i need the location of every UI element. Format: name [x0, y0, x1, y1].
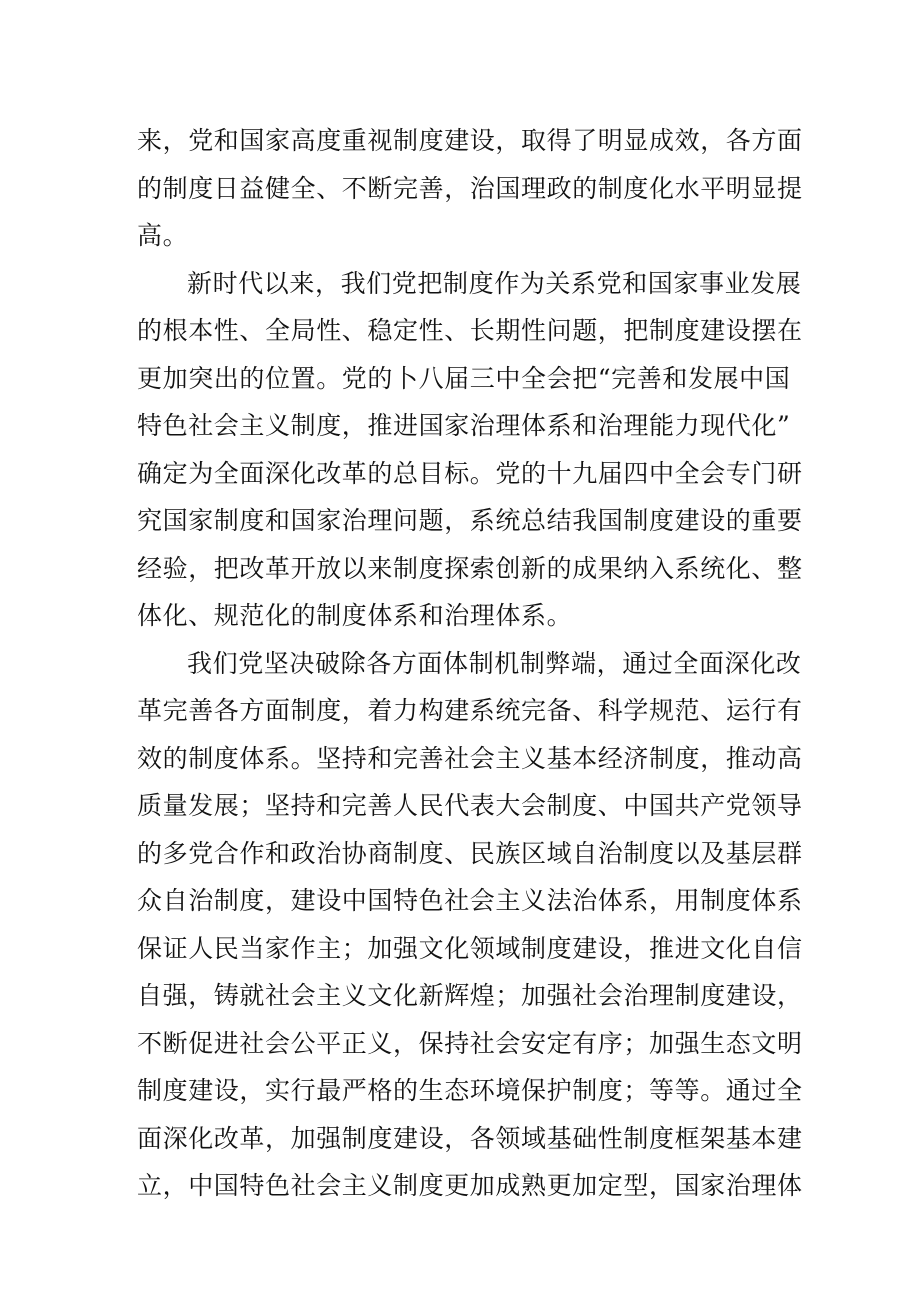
text-line: 新时代以来，我们党把制度作为关系党和国家事业发展 [187, 268, 802, 298]
text-line: 效的制度体系。坚持和完善社会主义基本经济制度，推动高 [137, 743, 803, 773]
text-line: 制度建设，实行最严格的生态环境保护制度；等等。通过全 [137, 1076, 803, 1105]
text-line: 究国家制度和国家治理问题，系统总结我国制度建设的重要 [137, 506, 803, 535]
text-line: 的制度日益健全、不断完善，治国理政的制度化水平明显提 [137, 173, 803, 203]
text-line: 保证人民当家作主；加强文化领域制度建设，推进文化自信 [137, 933, 803, 963]
text-line: 众自治制度，建设中国特色社会主义法治体系，用制度体系 [137, 886, 803, 915]
paragraph-1 [137, 117, 803, 260]
text-line: 更加突出的位置。党的卜八届三中全会把“完善和发展中国 [137, 363, 791, 393]
paragraph-2 [137, 260, 803, 640]
text-line: 面深化改革，加强制度建设，各领域基础性制度框架基本建 [137, 1123, 803, 1153]
text-line: 经验，把改革开放以来制度探索创新的成果纳入系统化、整 [137, 553, 803, 583]
text-line: 我们党坚决破除各方面体制机制弊端，通过全面深化改 [187, 648, 802, 678]
text-line: 的多党合作和政治协商制度、民族区域自治制度以及基层群 [137, 838, 803, 868]
text-line: 特色社会主义制度，推进国家治理体系和治理能力现代化” [137, 411, 791, 440]
text-line: 质量发展；坚持和完善人民代表大会制度、中国共产党领导 [137, 791, 803, 820]
text-line: 自强，铸就社会主义文化新辉煌；加强社会治理制度建设， [137, 981, 803, 1010]
text-line: 确定为全面深化改革的总目标。党的十九届四中全会专门研 [137, 458, 803, 488]
text-line: 的根本性、全局性、稳定性、长期性问题，把制度建设摆在 [137, 316, 803, 345]
document-body [137, 117, 803, 1210]
text-line: 革完善各方面制度，着力构建系统完备、科学规范、运行有 [137, 696, 803, 725]
paragraph-3 [137, 640, 803, 1210]
text-line: 不断促进社会公平正义，保持社会安定有序；加强生态文明 [137, 1028, 803, 1058]
text-line: 来，党和国家高度重视制度建设，取得了明显成效，各方面 [137, 126, 803, 155]
text-line: 高。 [137, 221, 189, 250]
text-line: 体化、规范化的制度体系和治理体系。 [137, 601, 573, 630]
text-line: 立，中国特色社会主义制度更加成熟更加定型，国家治理体 [137, 1171, 803, 1200]
